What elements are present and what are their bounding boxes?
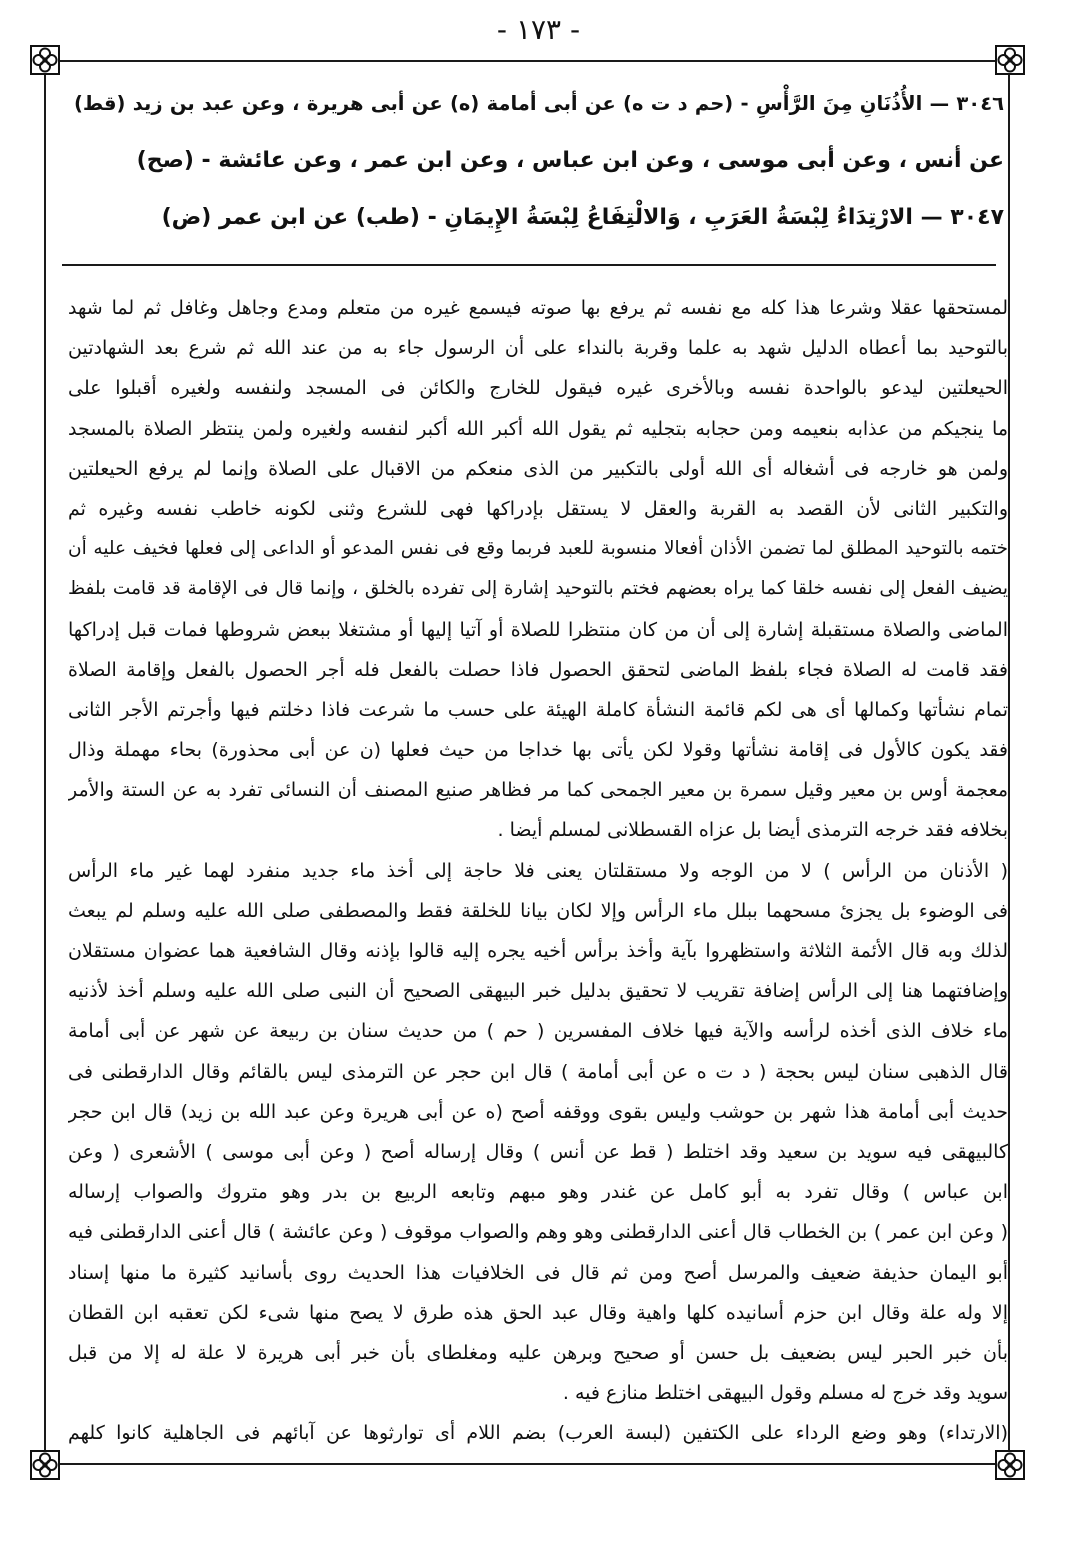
commentary-line: فقد قامت له الصلاة فجاء بلفظ الماضى لتحقق الحصول فاذا حصلت بالفعل فله أجر الحصول بالفعل وإقامة الصلاة [68, 658, 1008, 681]
corner-ornament-top-left [30, 45, 60, 75]
separator-line [62, 264, 996, 266]
commentary-line: ( الأذنان من الرأس ) لا من الوجه ولا مستقلتان يعنى فلا حاجة إلى أخذ ماء جديد منفرد لهما غير ماء الرأس [68, 859, 1008, 882]
commentary-line: كالبيهقى فيه سويد بن سعيد وقد اختلط ( قط عن أنس ) وقال إرساله أصح ( وعن أبى موسى ) الأشعرى ( وعن [68, 1140, 1008, 1163]
commentary-line: تمام نشأتها وكمالها أى هى لكم قائمة النشأة كاملة الهيئة على حسب ما شرعت فاذا دخلتم فيها وأجرتم الأجر الثانى [68, 698, 1008, 721]
commentary-line: الحيعلتين ليدعو بالواحدة نفسه وبالأخرى غيره فيقول للخارج والكائن فى المسجد ولنفسه ولغيره أقبلوا على [68, 377, 1008, 400]
commentary-line: ماء خلاف الذى أخذه لرأسه والآية فيها خلاف المفسرين ( حم ) من حديث سنان بن ربيعة عن شهر عن أبى أمامة [68, 1020, 1008, 1043]
commentary-line: لذلك وبه قال الأئمة الثلاثة واستظهروا بآية وأخذ برأس أخيه يجره إليه قالوا بإذنه وقال الشافعية هما عضوان مستقلان [68, 940, 1008, 962]
commentary-line: قال الذهبى سنان ليس بحجة ( د ت ه عن أبى أمامة ) قال ابن حجر عن الترمذى ليس بالقائم وقال الدارقطنى فى [68, 1060, 1008, 1083]
commentary-line: سويد وقد خرج له مسلم وقول البيهقى اختلط منازع فيه . [562, 1382, 1008, 1405]
commentary-line: بخلافه فقد خرجه الترمذى أيضا بل عزاه القسطلانى لمسلم أيضا . [497, 819, 1008, 842]
commentary-line: حديث أبى أمامة هذا شهر بن حوشب وليس بقوى ووقفه أصح (ه عن أبى هريرة وعن عبد الله بن زيد) قال ابن حجر [68, 1100, 1008, 1123]
commentary-block [68, 288, 1008, 1453]
commentary-line: والتكبير الثانى لأن القصد به القربة والعقل لا يستقل بإدراكها فهى للشرع وثنى لكونه خاطب نفسه وغيره ثم [68, 497, 1008, 520]
commentary-line: بالتوحيد بما أعطاه الدليل شهد به علما وقربة بالنداء على أن الرسول جاء به من عند الله ثم شرع بعد الشهادتين [68, 337, 1008, 360]
commentary-line: ولمن هو خارجه فى أشغاله أى الله أولى بالتكبير من الذى منعكم من الاقبال على الصلاة وإنما لم يرفع الحيعلتين [68, 457, 1008, 480]
corner-ornament-bottom-left [30, 1450, 60, 1480]
hadith-line: ٣٠٤٦ — الأُذُنَانِ مِنَ الرَّأْسِ - (حم د ت ه) عن أبى أمامة (ه) عن أبى هريرة ، وعن عبد بن زيد (قط) [74, 92, 1004, 115]
commentary-line: إلا وله علة وقال ابن حزم أسانيده كلها واهية وقال عبد الحق هذه طرق لا يصح منها شىء لكن تعقبه ابن القطان [68, 1301, 1008, 1324]
corner-ornament-bottom-right [995, 1450, 1025, 1480]
commentary-line: ابن عباس ) وقال تفرد به أبو كامل عن غندر وهو مبهم وتابعه الربيع بن بدر وهو متروك والصواب إرساله [68, 1181, 1008, 1204]
commentary-line: وإضافتهما هنا إلى الرأس إضافة تقريب لا تحقيق بدليل خبر البيهقى الصحيح أن النبى صلى الله عليه وسلم أخذ لأذنيه [68, 980, 1008, 1003]
page-number: - ١٧٣ - [496, 13, 581, 46]
hadith-line: ٣٠٤٧ — الارْتِدَاءُ لِبْسَةُ العَرَبِ ، وَالالْتِفَاعُ لِبْسَةُ الإِيمَانِ - (طب) عن ابن عمر (ض) [161, 205, 1004, 230]
hadith-line: عن أنس ، وعن أبى موسى ، وعن ابن عباس ، وعن ابن عمر ، وعن عائشة - (صح) [136, 148, 1004, 173]
commentary-line: ( وعن ابن عمر ) بن الخطاب قال أعنى الدارقطنى وهو وهم والصواب موقوف ( وعن عائشة ) قال أعنى الدارقطنى فيه [68, 1221, 1008, 1244]
commentary-line: لمستحقها عقلا وشرعا هذا كله مع نفسه ثم يرفع بها صوته فيسمع غيره من متعلم ومدع وجاهل وغافل ثم لما شهد [68, 297, 1008, 319]
commentary-line: الماضى والصلاة مستقبلة إشارة إلى أن من كان منتظرا للصلاة أو آتيا إليها أو مشتغلا ببعض شروطها فمات قبل إدراكها [68, 618, 1008, 641]
commentary-line: فى الوضوء بل يجزئ مسحهما ببلل ماء الرأس وإلا لكان بيانا للخلقة فقط والمصطفى صلى الله عليه وسلم لم يبعث [68, 899, 1008, 922]
corner-ornament-top-right [995, 45, 1025, 75]
commentary-line: يضيف الفعل إلى نفسه خلقا كما يراه بعضهم فختم بالتوحيد إشارة إلى تفرده بالخلق ، وإنما قال فى الإقامة قد قامت بلفظ [68, 578, 1008, 600]
commentary-line: ختمه بالتوحيد المطلق لما تضمن الأذان أفعالا منسوبة للعبد فربما وقع فى نفس المدعو أو الداعى إلى فعلها فخيف عليه أن [68, 538, 1008, 560]
commentary-line: أبو اليمان حذيفة ضعيف والمرسل أصح ومن ثم قال فى الخلافيات هذا الحديث روى بأسانيد كثيرة ما منها إسناد [68, 1261, 1008, 1284]
commentary-line: فقد يكون كالأول فى إقامة نشأتها وقولا لكن يأتى بها خداجا من حيث فعلها (ن عن أبى محذورة) بحاء مهملة وذال [68, 739, 1008, 762]
commentary-line: معجمة أوس بن معير وقيل سمرة بن معير الجمحى كما مر فظاهر صنيع المصنف أن النسائى تفرد به عن الستة والأمر [68, 779, 1008, 802]
commentary-line: ما ينجيكم من عذابه بنعيمه ومن حجابه بتجليه ثم يقول الله أكبر الله أكبر لنفسه ولغيره ولمن ينتظر الصلاة بالمسجد [68, 417, 1008, 440]
hadith-text-block [74, 75, 1004, 246]
commentary-line: بأن خبر الحبر ليس بضعيف بل حسن أو صحيح وبرهن عليه ومغلطاى بأن خبر أبى هريرة لا علة له إلا من قبل [68, 1341, 1008, 1364]
commentary-line: (الارتداء) وهو وضع الرداء على الكتفين (لبسة العرب) بضم اللام أى توارثوها عن آبائهم فى الجاهلية كانوا كلهم [68, 1422, 1008, 1445]
